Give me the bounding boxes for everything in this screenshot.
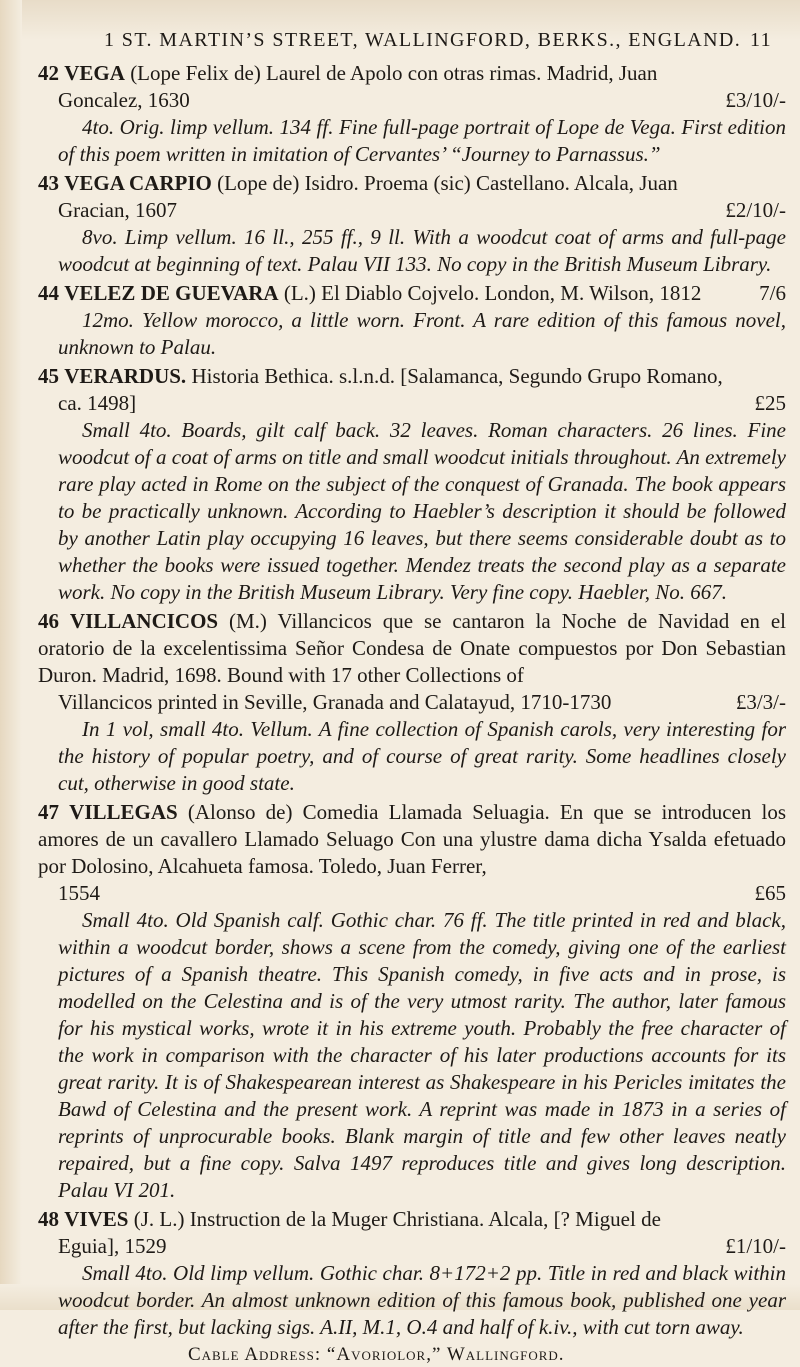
entry-title: (Alonso de) Comedia Llamada Seluagia. En que se introducen los amores de un cavallero Llamado Seluago Con una ylustre dama dicha Ysalda efetuado por Dolosino, Alcahueta famosa. Toledo, Juan Ferrer,: [38, 800, 786, 878]
entry-imprint: 1554: [58, 881, 100, 905]
page-number: 11: [749, 29, 772, 51]
entry-title-line: [38, 60, 786, 87]
entry-author: VIVES: [64, 1207, 129, 1231]
entry-author: VELEZ DE GUEVARA: [64, 281, 279, 305]
entry-title-line: [38, 799, 786, 880]
entry-description: In 1 vol, small 4to. Vellum. A fine collection of Spanish carols, very interesting for the history of popular poetry, and of course of great rarity. Some headlines closely cut, otherwise in good state.: [58, 717, 786, 795]
catalogue-entries: [38, 60, 786, 1367]
entry-title: (M.) Villancicos que se cantaron la Noche de Navidad en el oratorio de la excelentissima Señor Condesa de Onate compuestos por Don Sebastian Duron. Madrid, 1698. Bound with 17 other Collections of: [38, 609, 786, 687]
entry-title: Historia Bethica. s.l.n.d. [Salamanca, Segundo Grupo Romano,: [191, 364, 723, 388]
entry-price: £25: [754, 391, 786, 415]
entry-imprint-line: [38, 1233, 786, 1260]
cable-address: Cable Address: “Avoriolor,” Wallingford.: [188, 1344, 565, 1365]
entry-imprint: Gracian, 1607: [58, 198, 177, 222]
entry-number: 47: [38, 800, 59, 824]
entry-price: £65: [754, 881, 786, 905]
entry-title-line: [38, 170, 786, 197]
catalogue-entry: [38, 170, 786, 278]
entry-description: 12mo. Yellow morocco, a little worn. Front. A rare edition of this famous novel, unknown to Palau.: [58, 308, 786, 359]
catalogue-entry: [38, 608, 786, 797]
entry-imprint: Goncalez, 1630: [58, 88, 190, 112]
entry-imprint-line: [38, 880, 786, 907]
entry-title-line: [38, 363, 786, 390]
catalogue-entry: [38, 280, 786, 361]
entry-number: 45: [38, 364, 59, 388]
entry-price: £1/10/-: [725, 1234, 786, 1258]
entry-number: 48: [38, 1207, 59, 1231]
entry-author: VILLEGAS: [69, 800, 178, 824]
entry-title-line: [38, 608, 786, 689]
entry-author: VEGA: [64, 61, 125, 85]
header-address: 1 ST. MARTIN’S STREET, WALLINGFORD, BERKS., ENGLAND.: [104, 29, 742, 51]
entry-imprint-line: [38, 87, 786, 114]
entry-title: (L.) El Diablo Cojvelo. London, M. Wilson, 1812: [283, 281, 702, 305]
catalogue-entry: [38, 363, 786, 606]
entry-price: £3/3/-: [735, 690, 786, 714]
catalogue-entry: [38, 1206, 786, 1341]
entry-description: Small 4to. Old limp vellum. Gothic char. 8+172+2 pp. Title in red and black within woodcut border. An almost unknown edition of this famous book, published one year after the first, but lacking sigs. A.II, M.1, O.4 and half of k.iv., with cut torn away.: [58, 1261, 786, 1339]
entry-number: 42: [38, 61, 59, 85]
entry-title: (J. L.) Instruction de la Muger Christiana. Alcala, [? Miguel de: [133, 1207, 661, 1231]
entry-imprint: Eguia], 1529: [58, 1234, 167, 1258]
entry-number: 44: [38, 281, 59, 305]
entry-author: VILLANCICOS: [69, 609, 219, 633]
entry-title-line: [38, 280, 786, 307]
entry-imprint: Villancicos printed in Seville, Granada and Calatayud, 1710-1730: [58, 690, 612, 714]
entry-number: 43: [38, 171, 59, 195]
entry-author: VEGA CARPIO: [64, 171, 212, 195]
entry-description: 8vo. Limp vellum. 16 ll., 255 ff., 9 ll. With a woodcut coat of arms and full-page woodcut at beginning of text. Palau VII 133. No copy in the British Museum Library.: [58, 225, 786, 276]
entry-imprint-line: [38, 390, 786, 417]
catalogue-entry: [38, 60, 786, 168]
entry-price: 7/6: [759, 281, 786, 305]
entry-imprint-line: [38, 689, 786, 716]
entry-imprint-line: [38, 197, 786, 224]
entry-description: Small 4to. Old Spanish calf. Gothic char. 76 ff. The title printed in red and black, within a woodcut border, shows a scene from the comedy, giving one of the earliest pictures of a Spanish theatre. This Spanish comedy, in five acts and in prose, is modelled on the Celestina and is of the very utmost rarity. The author, later famous for his mystical works, wrote it in his extreme youth. Probably the free character of the work in comparison with the character of his later productions accounts for its great rarity. It is of Shakespearean interest as Shakespeare in his Pericles imitates the Bawd of Celestina and the present work. A reprint was made in 1873 in a series of reprints of unprocurable books. Blank margin of title and few other leaves neatly repaired, but a fine copy. Salva 1497 reproduces title and gives long description. Palau VI 201.: [58, 908, 786, 1202]
catalogue-entry: [38, 799, 786, 1204]
entry-description: 4to. Orig. limp vellum. 134 ff. Fine full-page portrait of Lope de Vega. First edition of this poem written in imitation of Cervantes’ “Journey to Parnassus.”: [58, 115, 786, 166]
running-header: [40, 28, 780, 52]
entry-title: (Lope Felix de) Laurel de Apolo con otras rimas. Madrid, Juan: [130, 61, 658, 85]
entry-number: 46: [38, 609, 59, 633]
entry-price: £3/10/-: [725, 88, 786, 112]
page-edge-left: [0, 0, 22, 1310]
entry-author: VERARDUS.: [64, 364, 187, 388]
entry-title: (Lope de) Isidro. Proema (sic) Castellano. Alcala, Juan: [217, 171, 678, 195]
entry-price: £2/10/-: [725, 198, 786, 222]
entry-description: Small 4to. Boards, gilt calf back. 32 leaves. Roman characters. 26 lines. Fine woodcut of a coat of arms on title and small woodcut initials throughout. An extremely rare play acted in Rome on the subject of the conquest of Granada. The book appears to be practically unknown. According to Haebler’s description it should be followed by another Latin play occupying 16 leaves, but there seems considerable doubt as to whether the books were issued together. Mendez treats the second play as a separate work. No copy in the British Museum Library. Very fine copy. Haebler, No. 667.: [58, 418, 786, 604]
entry-title-line: [38, 1206, 786, 1233]
entry-imprint: ca. 1498]: [58, 391, 137, 415]
